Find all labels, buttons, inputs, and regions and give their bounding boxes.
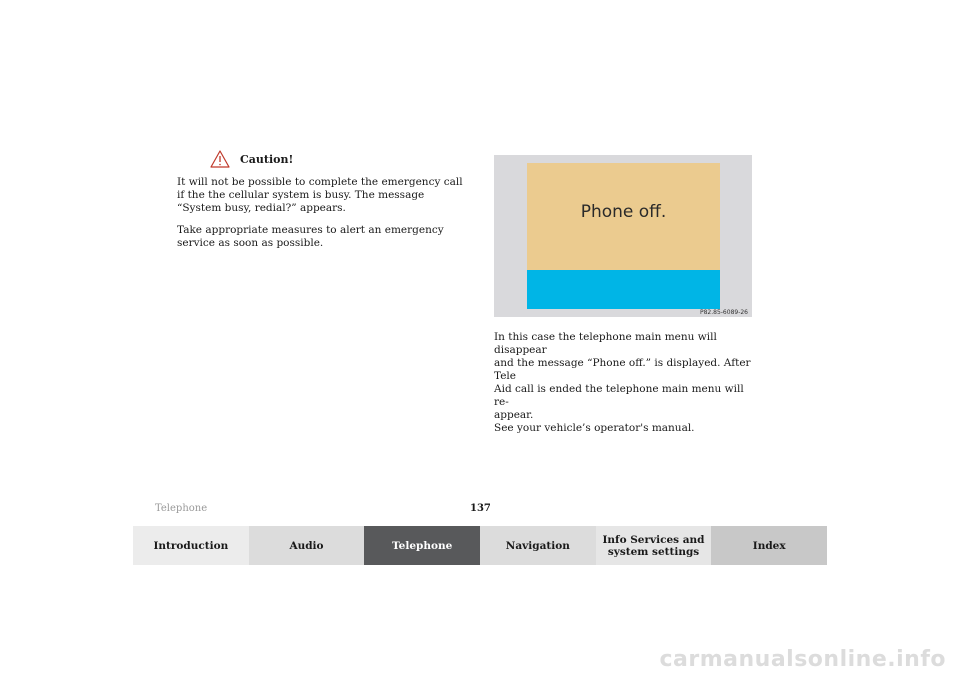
body-line: appear.: [494, 409, 534, 421]
body-line: and the message “Phone off.” is displayed. After Tele: [494, 357, 751, 382]
caution-paragraph: Take appropriate measures to alert an emergency service as soon as possible.: [177, 224, 444, 249]
body-line: In this case the telephone main menu will disappear: [494, 331, 717, 356]
screen-message: Phone off.: [580, 201, 667, 222]
watermark: carmanualsonline.info: [659, 647, 946, 672]
display-screen-bottom: [527, 270, 720, 309]
display-screen: [527, 163, 720, 270]
chapter-nav: [133, 526, 827, 565]
tab-audio[interactable]: Audio: [249, 526, 365, 565]
body-line: See your vehicle’s operator's manual.: [494, 422, 695, 434]
figure-code: P82.85-6089-26: [699, 309, 748, 316]
tab-navigation[interactable]: Navigation: [480, 526, 596, 565]
tab-telephone[interactable]: Telephone: [364, 526, 480, 565]
tab-info-services[interactable]: Info Services and system settings: [596, 526, 712, 565]
page-number: 137: [470, 503, 491, 514]
body-text: [494, 331, 756, 435]
display-figure: [494, 155, 752, 317]
tab-index[interactable]: Index: [711, 526, 827, 565]
warning-triangle-icon: [210, 150, 230, 168]
caution-text: [177, 176, 467, 259]
tab-introduction[interactable]: Introduction: [133, 526, 249, 565]
caution-paragraph: It will not be possible to complete the emergency call if the the cellular system is busy. The message “System busy, redial?” appears.: [177, 176, 463, 214]
body-line: Aid call is ended the telephone main menu will re-: [494, 383, 744, 408]
section-label: Telephone: [155, 503, 208, 514]
caution-title: Caution!: [240, 152, 294, 166]
caution-heading: [210, 150, 293, 168]
